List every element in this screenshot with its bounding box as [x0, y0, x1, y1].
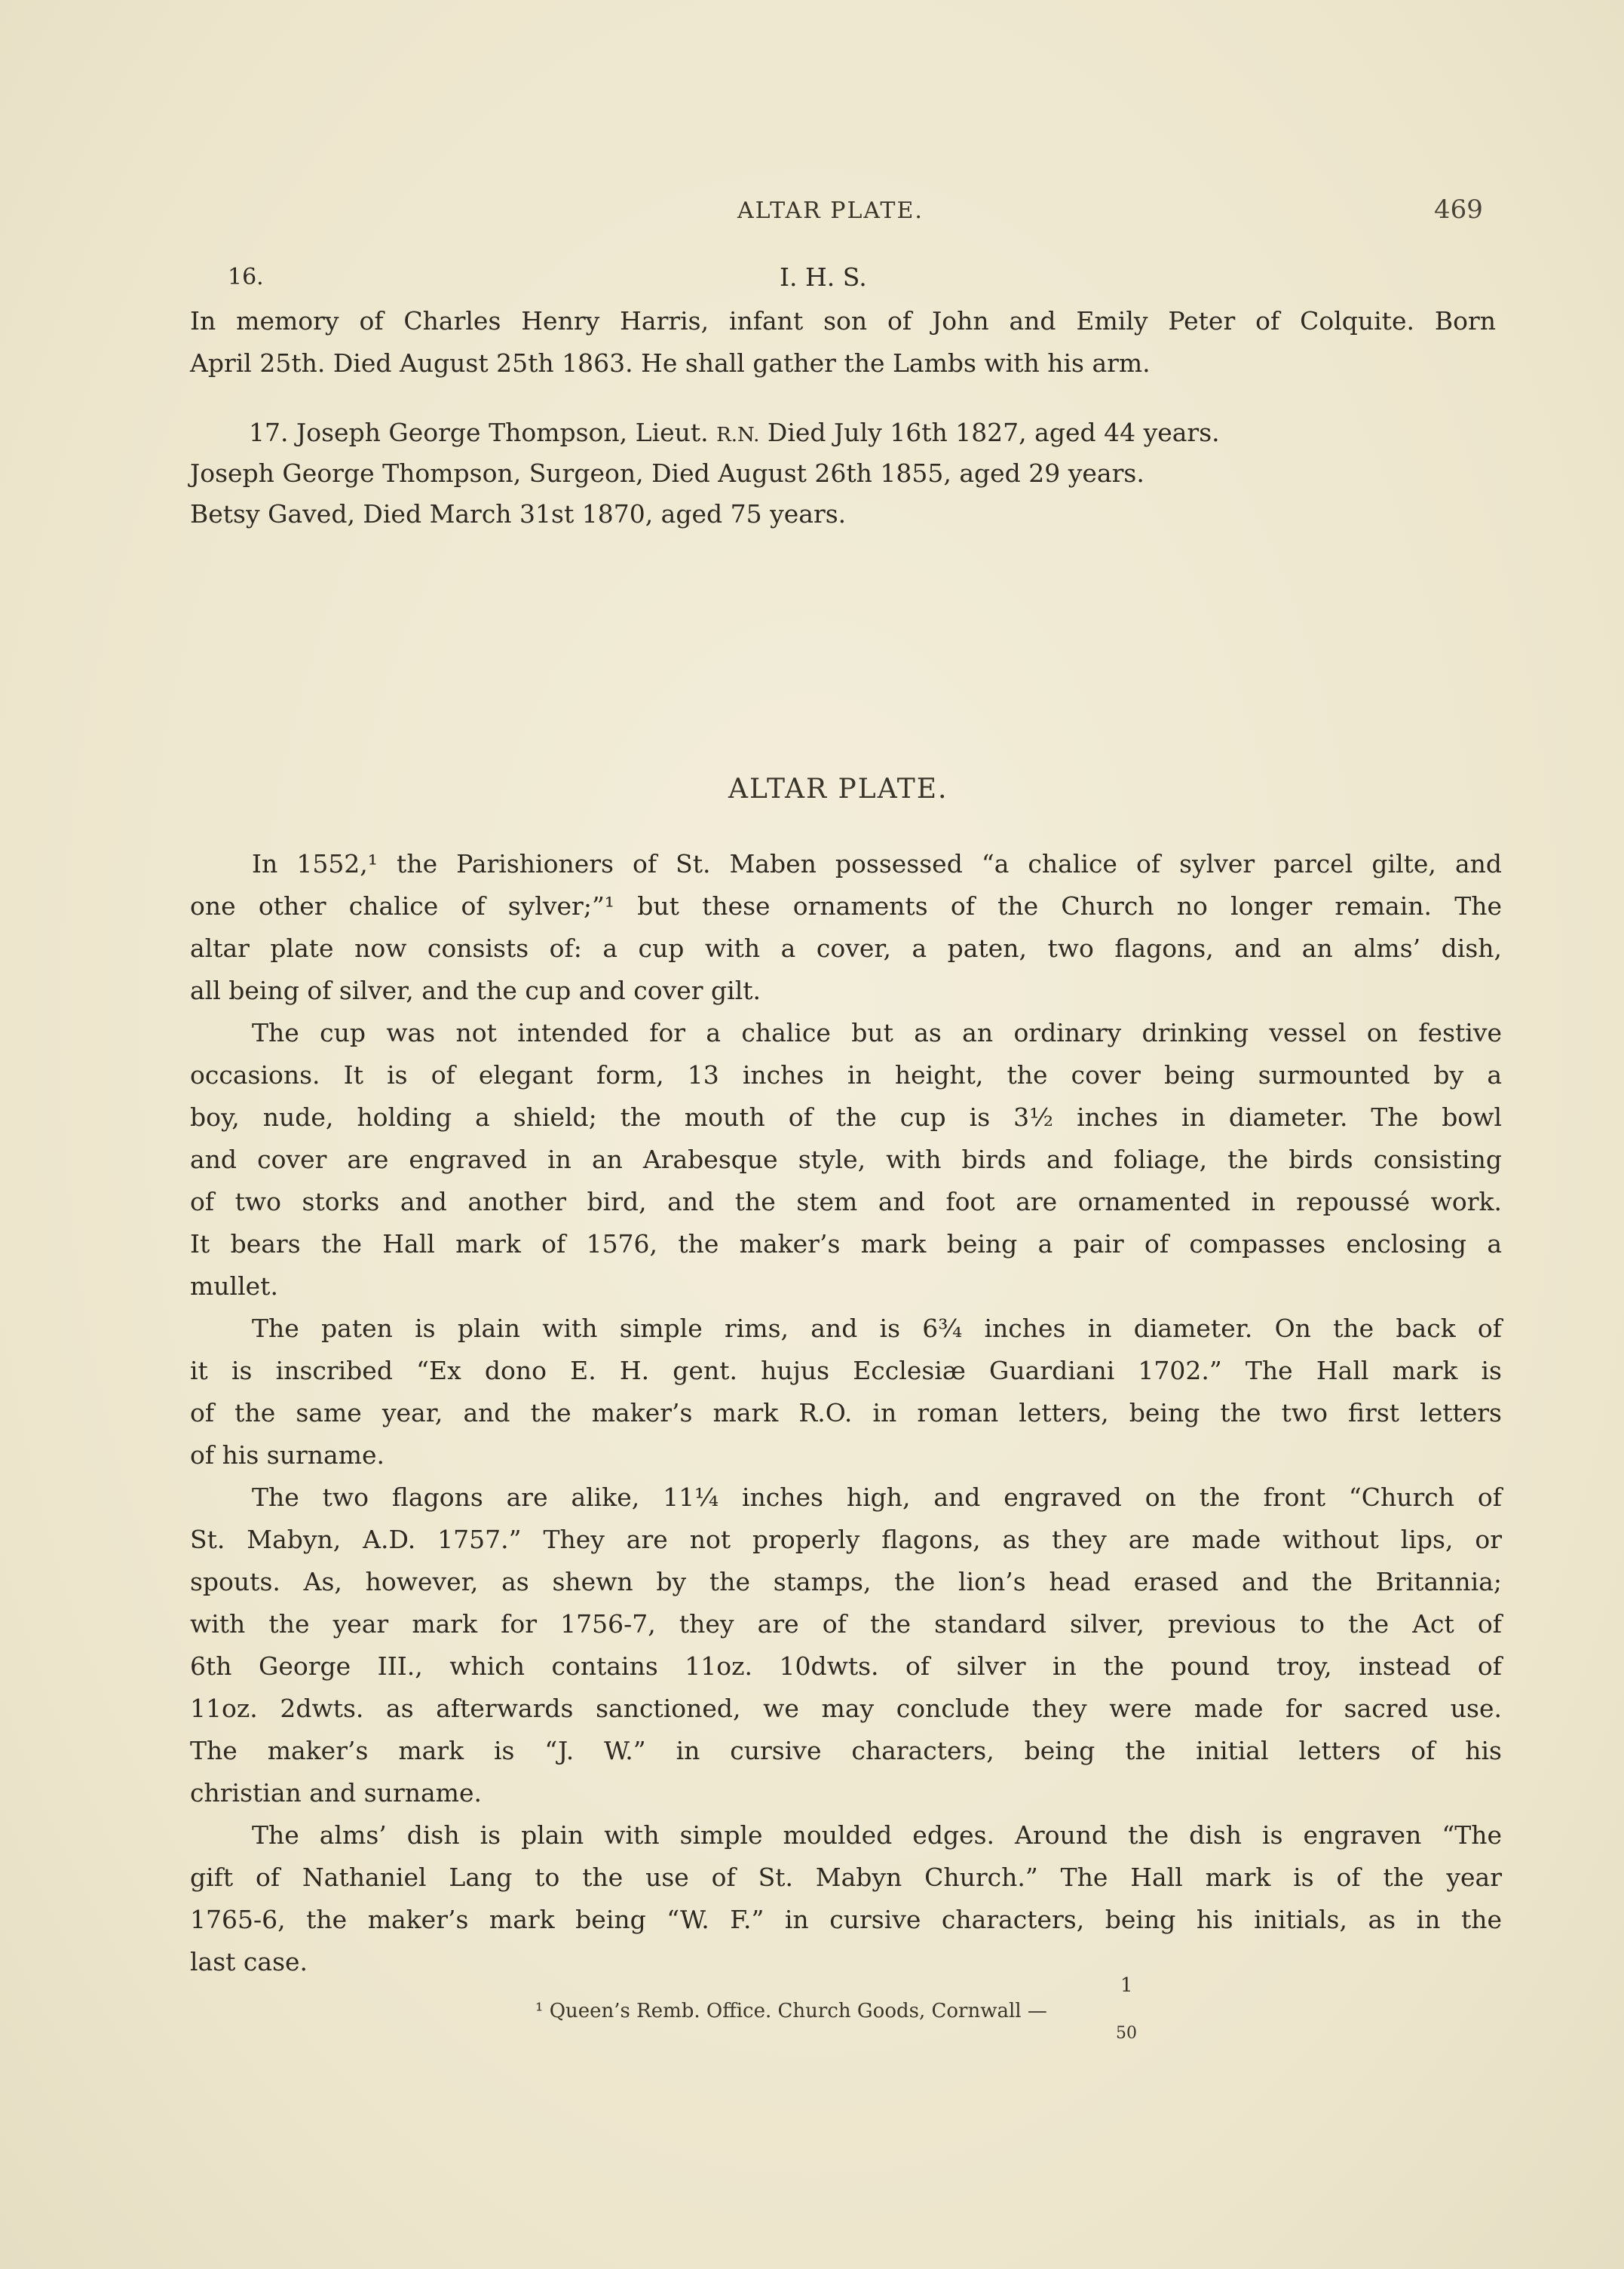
- body-line: one other chalice of sylver;”¹ but these ornaments of the Church no longer remain. The: [190, 891, 1502, 921]
- body-line: gift of Nathaniel Lang to the use of St. Mabyn Church.” The Hall mark is of the year: [190, 1863, 1502, 1892]
- footnote-ref-top: 1: [1120, 1974, 1133, 1997]
- body-line: it is inscribed “Ex dono E. H. gent. hujus Ecclesiæ Guardiani 1702.” The Hall mark is: [190, 1356, 1502, 1385]
- body-line: mullet.: [190, 1271, 278, 1301]
- body-line: The paten is plain with simple rims, and is 6¾ inches in diameter. On the back of: [252, 1314, 1502, 1343]
- body-line: occasions. It is of elegant form, 13 inches in height, the cover being surmounted by a: [190, 1060, 1502, 1090]
- footnote-text: ¹ Queen’s Remb. Office. Church Goods, Cornwall —: [535, 2000, 1047, 2022]
- body-line: The alms’ dish is plain with simple moulded edges. Around the dish is engraven “The: [252, 1820, 1502, 1850]
- body-line: of his surname.: [190, 1440, 385, 1470]
- body-line: christian and surname.: [190, 1778, 482, 1808]
- body-line: all being of silver, and the cup and cover gilt.: [190, 976, 761, 1005]
- body-line: boy, nude, holding a shield; the mouth of the cup is 3½ inches in diameter. The bowl: [190, 1102, 1502, 1132]
- section-heading: ALTAR PLATE.: [728, 774, 948, 805]
- page-number: 469: [1434, 195, 1483, 225]
- inscription-17-death: Died July 16th 1827, aged 44 years.: [767, 418, 1220, 447]
- footnote-ref-bottom: 50: [1116, 2024, 1137, 2043]
- inscription-17-name: 17. Joseph George Thompson, Lieut.: [249, 418, 709, 447]
- inscription-17-rank: R.N.: [716, 424, 760, 446]
- body-line: last case.: [190, 1947, 308, 1976]
- body-line: The cup was not intended for a chalice but as an ordinary drinking vessel on festive: [252, 1018, 1502, 1047]
- inscription-number-16: 16.: [228, 264, 264, 290]
- inscription-17-line-1: [249, 412, 1220, 456]
- body-line: of two storks and another bird, and the stem and foot are ornamented in repoussé work.: [190, 1187, 1502, 1216]
- body-line: The two flagons are alike, 11¼ inches high, and engraved on the front “Church of: [252, 1483, 1502, 1512]
- inscription-16-line-1: In memory of Charles Henry Harris, infant son of John and Emily Peter of Colquite. Born: [190, 306, 1496, 336]
- body-line: with the year mark for 1756-7, they are of the standard silver, previous to the Act of: [190, 1609, 1502, 1639]
- body-line: 1765-6, the maker’s mark being “W. F.” in cursive characters, being his initials, as in the: [190, 1905, 1502, 1934]
- body-line: The maker’s mark is “J. W.” in cursive characters, being the initial letters of his: [190, 1736, 1502, 1765]
- body-line: 11oz. 2dwts. as afterwards sanctioned, we may conclude they were made for sacred use.: [190, 1694, 1502, 1723]
- body-line: spouts. As, however, as shewn by the stamps, the lion’s head erased and the Britannia;: [190, 1567, 1502, 1596]
- body-line: of the same year, and the maker’s mark R.O. in roman letters, being the two first letters: [190, 1398, 1502, 1427]
- inscription-monogram: I. H. S.: [780, 262, 867, 292]
- body-line: and cover are engraved in an Arabesque style, with birds and foliage, the birds consisting: [190, 1145, 1502, 1174]
- body-line: St. Mabyn, A.D. 1757.” They are not properly flagons, as they are made without lips, or: [190, 1525, 1502, 1554]
- running-title: ALTAR PLATE.: [737, 198, 924, 224]
- body-line: altar plate now consists of: a cup with a cover, a paten, two flagons, and an alms’ dish,: [190, 934, 1502, 963]
- body-line: It bears the Hall mark of 1576, the maker’s mark being a pair of compasses enclosing a: [190, 1229, 1502, 1259]
- body-line: 6th George III., which contains 11oz. 10dwts. of silver in the pound troy, instead of: [190, 1651, 1502, 1681]
- inscription-16-line-2: April 25th. Died August 25th 1863. He shall gather the Lambs with his arm.: [190, 348, 1151, 378]
- inscription-17-line-2: Joseph George Thompson, Surgeon, Died August 26th 1855, aged 29 years.: [190, 458, 1144, 488]
- body-line: In 1552,¹ the Parishioners of St. Maben possessed “a chalice of sylver parcel gilte, and: [252, 849, 1502, 878]
- inscription-17-line-3: Betsy Gaved, Died March 31st 1870, aged 75 years.: [190, 499, 847, 529]
